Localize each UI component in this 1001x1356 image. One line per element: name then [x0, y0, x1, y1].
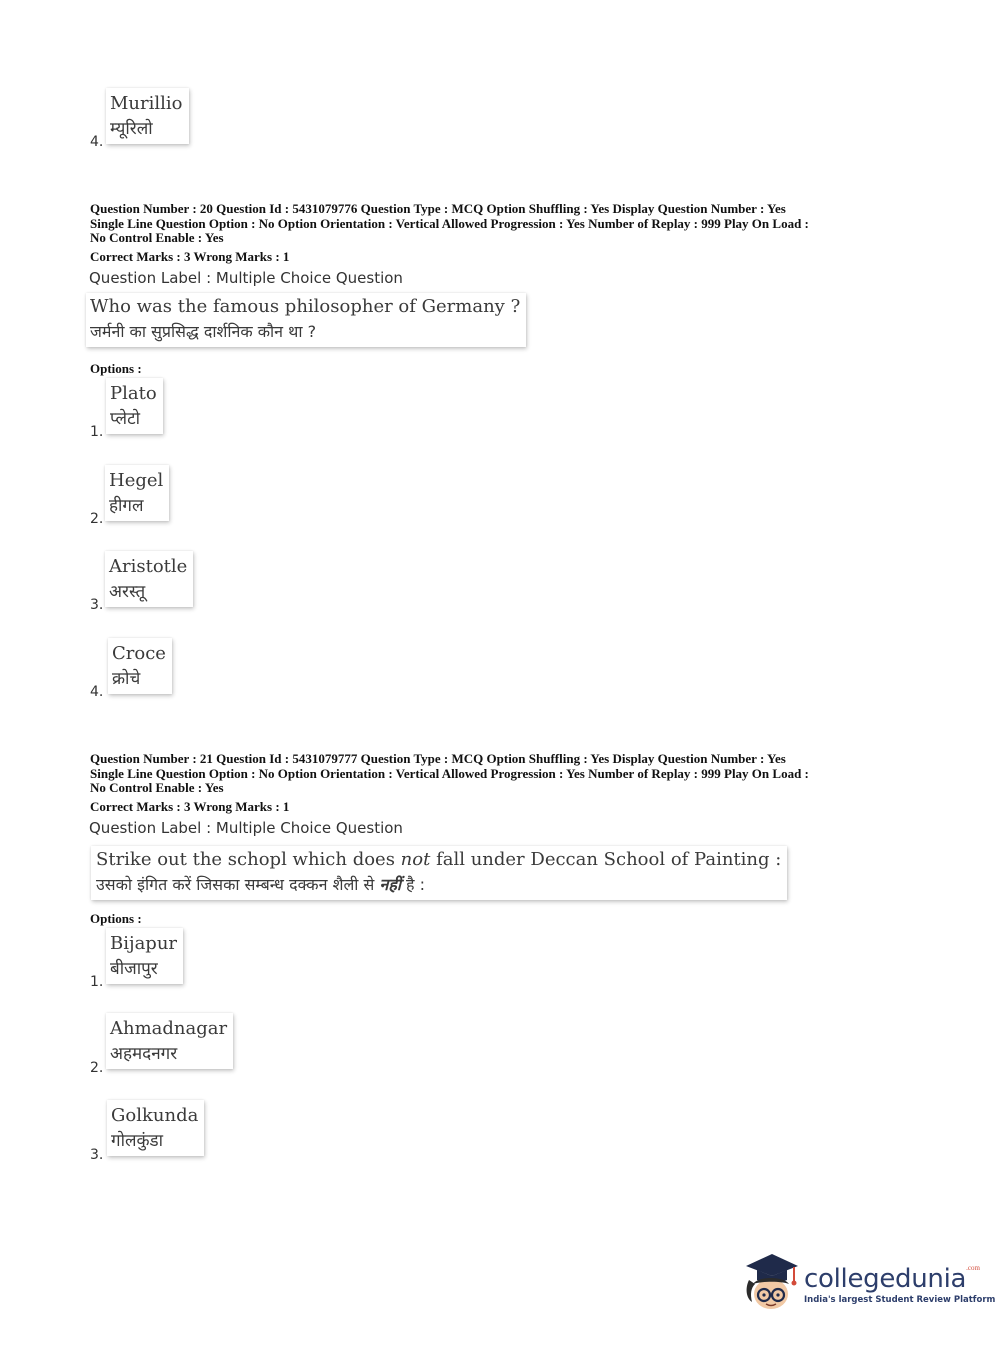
q21-question-emphasis-hindi: नहीं: [379, 875, 401, 894]
q20-option-4-english: Croce: [112, 643, 166, 664]
q20-option-1-hindi: प्लेटो: [110, 409, 141, 429]
q20-option-1-image: [106, 378, 163, 434]
q20-option-3-number: 3.: [90, 597, 104, 613]
q20-option-1-english: Plato: [110, 383, 157, 404]
option-4-english: Murillio: [110, 93, 183, 114]
q21-option-2-hindi: अहमदनगर: [110, 1044, 178, 1064]
logo-brand: collegedunia: [804, 1263, 967, 1294]
q20-option-1-number: 1.: [90, 424, 104, 440]
q21-option-1-hindi: बीजापुर: [110, 959, 158, 979]
mascot-icon: [742, 1250, 800, 1312]
q20-options-label: Options :: [90, 361, 142, 376]
q21-question-image: [91, 846, 787, 900]
q21-question-label: Question Label : Multiple Choice Question: [89, 819, 403, 837]
q20-option-2-image: [105, 465, 169, 521]
q20-question-hindi: जर्मनी का सुप्रसिद्ध दार्शनिक कौन था ?: [90, 322, 317, 341]
q20-meta-line1: Question Number : 20 Question Id : 5431079776 Question Type : MCQ Option Shuffling : Yes Display Question Number : Yes: [90, 201, 786, 216]
option-4-image: [106, 88, 189, 144]
q21-option-1-english: Bijapur: [110, 933, 178, 954]
q21-meta-line3: No Control Enable : Yes: [90, 780, 224, 795]
q20-option-3-english: Aristotle: [109, 556, 188, 577]
q20-option-2-number: 2.: [90, 511, 104, 527]
q21-meta-line2: Single Line Question Option : No Option Orientation : Vertical Allowed Progression : Yes Number of Replay : 999 Play On Load :: [90, 765, 809, 781]
option-4-number: 4.: [90, 134, 104, 150]
q21-option-1-number: 1.: [90, 974, 104, 990]
q20-option-4-number: 4.: [90, 684, 104, 700]
logo-text: [804, 1264, 995, 1305]
q20-option-4-image: [108, 638, 172, 694]
q21-meta: [90, 752, 809, 796]
q20-marks: Correct Marks : 3 Wrong Marks : 1: [90, 249, 290, 264]
logo-domain: .com: [966, 1263, 980, 1272]
q21-option-3-number: 3.: [90, 1147, 104, 1163]
q21-options-label: Options :: [90, 911, 142, 926]
q21-marks: Correct Marks : 3 Wrong Marks : 1: [90, 799, 290, 814]
q21-option-2-english: Ahmadnagar: [110, 1018, 228, 1039]
q20-question-image: [86, 293, 526, 347]
q21-question-emphasis: not: [400, 849, 431, 870]
q20-option-3-image: [105, 551, 193, 607]
q20-question-english: Who was the famous philosopher of Germany ?: [90, 296, 521, 317]
q20-meta: [90, 202, 809, 246]
option-4-hindi: म्यूरिलो: [110, 119, 153, 139]
q21-option-3-english: Golkunda: [111, 1105, 199, 1126]
q21-option-2-number: 2.: [90, 1060, 104, 1076]
q21-option-1-image: [106, 928, 183, 984]
q21-question-english: Strike out the schopl which does not fall under Deccan School of Painting :: [96, 849, 782, 870]
q20-option-2-english: Hegel: [109, 470, 164, 491]
collegedunia-logo[interactable]: [742, 1250, 995, 1312]
q20-meta-line3: No Control Enable : Yes: [90, 230, 224, 245]
q20-meta-line2: Single Line Question Option : No Option Orientation : Vertical Allowed Progression : Yes Number of Replay : 999 Play On Load :: [90, 215, 809, 231]
q21-option-3-image: [107, 1100, 204, 1156]
q20-option-3-hindi: अरस्तू: [109, 582, 146, 602]
q21-question-hindi: उसको इंगित करें जिसका सम्बन्ध दक्कन शैली से नहीं है :: [96, 875, 426, 894]
q21-option-3-hindi: गोलकुंडा: [111, 1131, 164, 1151]
q20-option-2-hindi: हीगल: [109, 496, 144, 516]
logo-tagline: India's largest Student Review Platform: [804, 1294, 996, 1305]
q21-meta-line1: Question Number : 21 Question Id : 5431079777 Question Type : MCQ Option Shuffling : Yes Display Question Number : Yes: [90, 751, 786, 766]
q20-question-label: Question Label : Multiple Choice Question: [89, 269, 403, 287]
q21-option-2-image: [106, 1013, 233, 1069]
q20-option-4-hindi: क्रोचे: [112, 669, 141, 689]
